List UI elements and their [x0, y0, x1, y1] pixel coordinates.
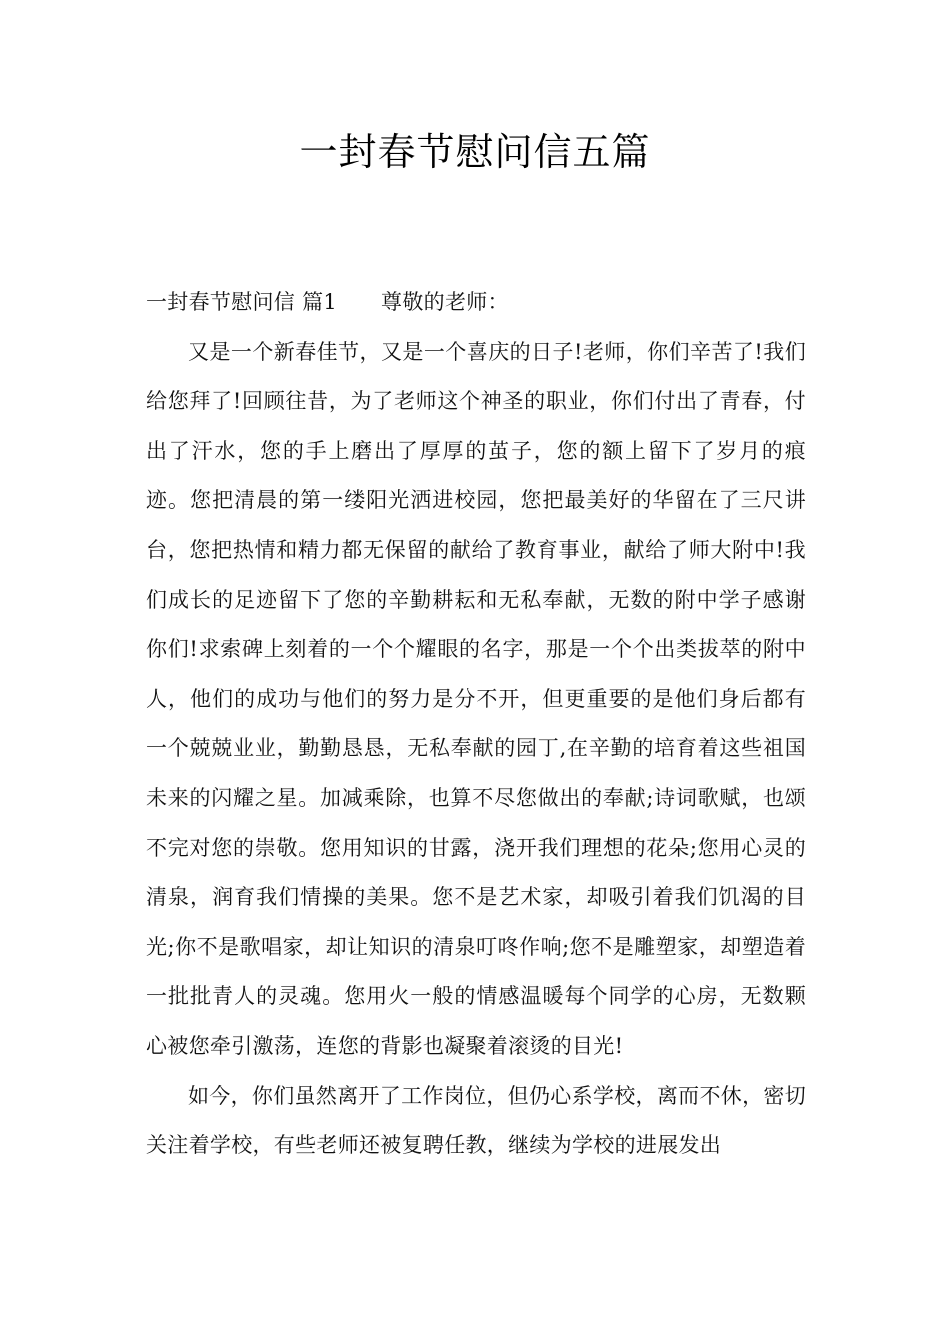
section-heading-line: [146, 278, 806, 328]
document-body: [146, 278, 806, 1171]
salutation: 尊敬的老师：: [381, 290, 509, 314]
document-title: 一封春节慰问信五篇: [299, 130, 651, 174]
paragraph-2: 如今，你们虽然离开了工作岗位，但仍心系学校，离而不休，密切关注着学校，有些老师还被复聘任教，继续为学校的进展发出: [146, 1083, 806, 1158]
paragraph-1: 又是一个新春佳节，又是一个喜庆的日子!老师，你们辛苦了!我们给您拜了!回顾往昔，为了老师这个神圣的职业，你们付出了青春，付出了汗水，您的手上磨出了厚厚的茧子，您的额上留下了岁月的痕迹。您把清晨的第一缕阳光洒进校园，您把最美好的华留在了三尺讲台，您把热情和精力都无保留的献给了教育事业，献给了师大附中!我们成长的足迹留下了您的辛勤耕耘和无私奉献，无数的附中学子感谢你们!求索碑上刻着的一个个耀眼的名字，那是一个个出类拔萃的附中人，他们的成功与他们的努力是分不开，但更重要的是他们身后都有一个兢兢业业，勤勤恳恳，无私奉献的园丁,在辛勤的培育着这些祖国未来的闪耀之星。加减乘除，也算不尽您做出的奉献;诗词歌赋，也颂不完对您的崇敬。您用知识的甘露，浇开我们理想的花朵;您用心灵的清泉，润育我们情操的美果。您不是艺术家，却吸引着我们饥渴的目光;你不是歌唱家，却让知识的清泉叮咚作响;您不是雕塑家，却塑造着一批批青人的灵魂。您用火一般的情感温暖每个同学的心房，无数颗心被您牵引激荡，连您的背影也凝聚着滚烫的目光!: [146, 339, 806, 1058]
section-heading: 一封春节慰问信 篇1: [146, 290, 338, 314]
